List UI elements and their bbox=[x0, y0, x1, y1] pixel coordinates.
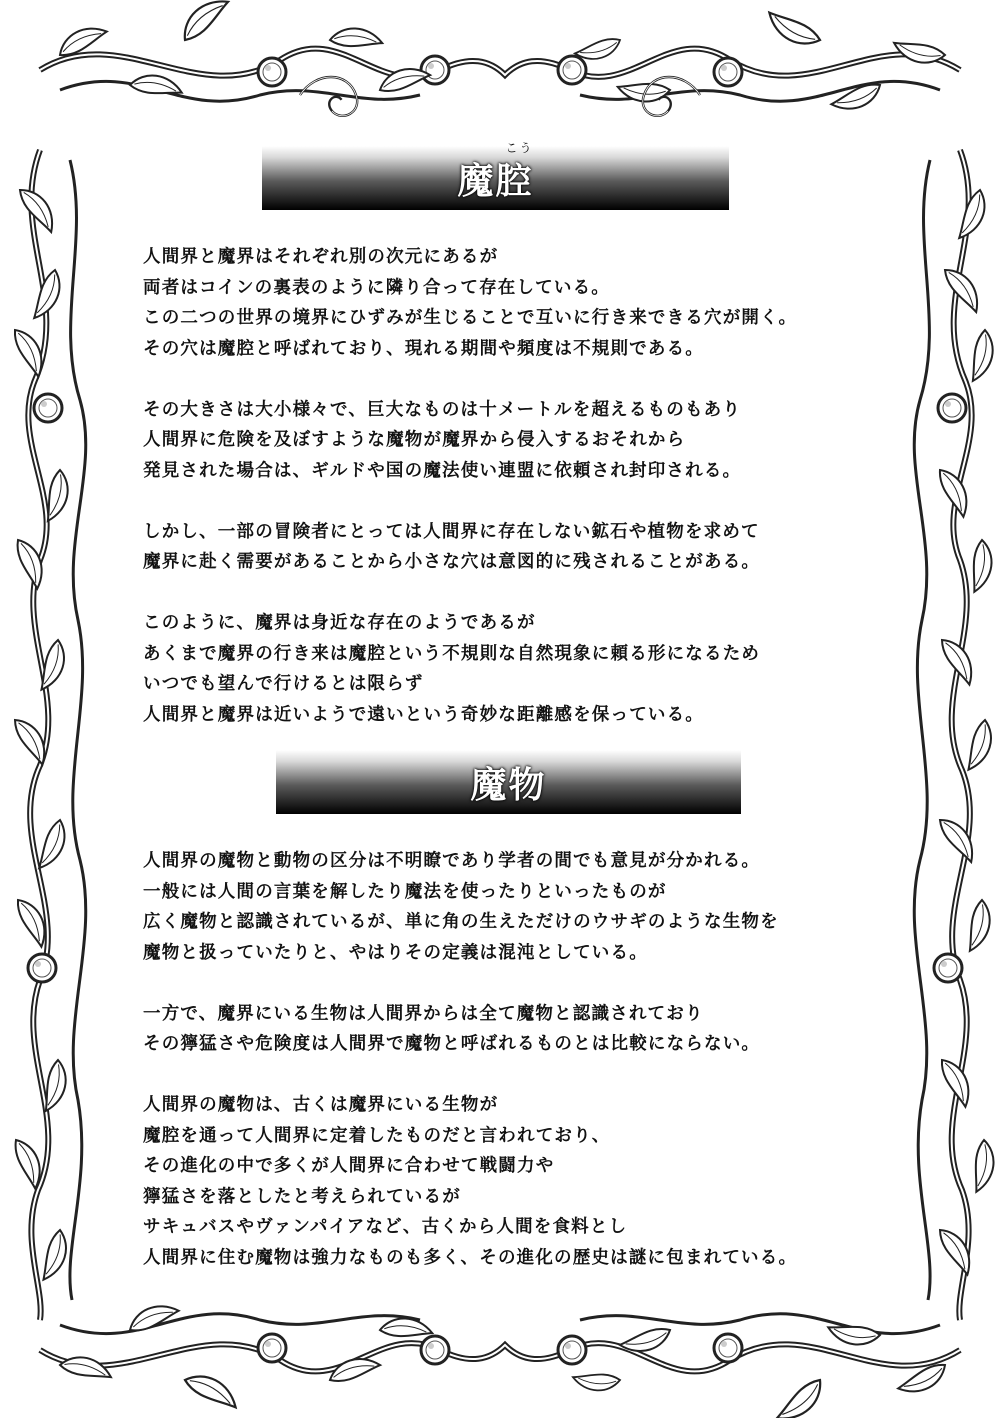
paragraph bbox=[143, 846, 863, 968]
section-title-makou bbox=[457, 140, 534, 204]
text-line: その獰猛さや危険度は人間界で魔物と呼ばれるものとは比較にならない。 bbox=[143, 1034, 761, 1054]
text-line: 両者はコインの裏表のように隣り合って存在している。 bbox=[143, 277, 610, 298]
section-title-mamono bbox=[470, 757, 546, 808]
text-line: 人間界に住む魔物は強力なものも多く、その進化の歴史は謎に包まれている。 bbox=[143, 1247, 798, 1268]
paragraph bbox=[143, 517, 863, 578]
section-body-mamono bbox=[143, 846, 863, 1304]
right-border-ornament bbox=[914, 150, 1000, 1320]
text-line: 人間界の魔物は、古くは魔界にいる生物が bbox=[143, 1095, 499, 1115]
section-banner-mamono bbox=[276, 750, 741, 814]
text-line: 広く魔物と認識されているが、単に角の生えただけのウサギのような生物を bbox=[143, 912, 779, 932]
text-line: あくまで魔界の行き来は魔腔という不規則な自然現象に頼る形になるため bbox=[143, 643, 761, 664]
text-line: 魔界に赴く需要があることから小さな穴は意図的に残されることがある。 bbox=[143, 552, 761, 572]
paragraph bbox=[143, 1090, 863, 1273]
text-line: 魔物と扱っていたりと、やはりその定義は混沌としている。 bbox=[143, 942, 648, 963]
section-title-text: 魔腔 bbox=[457, 159, 534, 202]
text-line: サキュバスやヴァンパイアなど、古くから人間を食料とし bbox=[143, 1217, 628, 1237]
text-line: その大きさは大小様々で、巨大なものは十メートルを超えるものもあり bbox=[143, 399, 742, 420]
text-line: 発見された場合は、ギルドや国の魔法使い連盟に依頼され封印される。 bbox=[143, 460, 742, 481]
bottom-border-ornament bbox=[40, 1301, 960, 1418]
text-line: 人間界に危険を及ぼすような魔物が魔界から侵入するおそれから bbox=[143, 430, 686, 450]
text-line: その進化の中で多くが人間界に合わせて戦闘力や bbox=[143, 1156, 555, 1176]
paragraph bbox=[143, 608, 863, 730]
text-line: 人間界の魔物と動物の区分は不明瞭であり学者の間でも意見が分かれる。 bbox=[143, 851, 761, 871]
left-border-ornament bbox=[12, 150, 86, 1320]
text-line: 人間界と魔界は近いようで遠いという奇妙な距離感を保っている。 bbox=[143, 704, 704, 725]
text-line: しかし、一部の冒険者にとっては人間界に存在しない鉱石や植物を求めて bbox=[143, 521, 760, 542]
text-line: 人間界と魔界はそれぞれ別の次元にあるが bbox=[143, 247, 499, 267]
paragraph bbox=[143, 242, 863, 364]
section-body-makou bbox=[143, 242, 863, 761]
title-ruby: こう bbox=[505, 140, 534, 155]
text-line: このように、魔界は身近な存在のようであるが bbox=[143, 613, 536, 633]
section-banner-makou bbox=[262, 140, 729, 210]
text-line: 一方で、魔界にいる生物は人間界からは全て魔物と認識されており bbox=[143, 1003, 704, 1024]
section-title-text: 魔物 bbox=[470, 763, 547, 806]
paragraph bbox=[143, 395, 863, 487]
text-line: 獰猛さを落としたと考えられているが bbox=[143, 1186, 461, 1207]
top-border-ornament bbox=[40, 0, 960, 116]
text-line: 一般には人間の言葉を解したり魔法を使ったりといったものが bbox=[143, 881, 667, 902]
text-line: いつでも望んで行けるとは限らず bbox=[143, 674, 424, 694]
text-line: その穴は魔腔と呼ばれており、現れる期間や頻度は不規則である。 bbox=[143, 338, 704, 359]
text-line: この二つの世界の境界にひずみが生じることで互いに行き来できる穴が開く。 bbox=[143, 308, 798, 328]
paragraph bbox=[143, 999, 863, 1060]
text-line: 魔腔を通って人間界に定着したものだと言われており、 bbox=[143, 1125, 611, 1146]
